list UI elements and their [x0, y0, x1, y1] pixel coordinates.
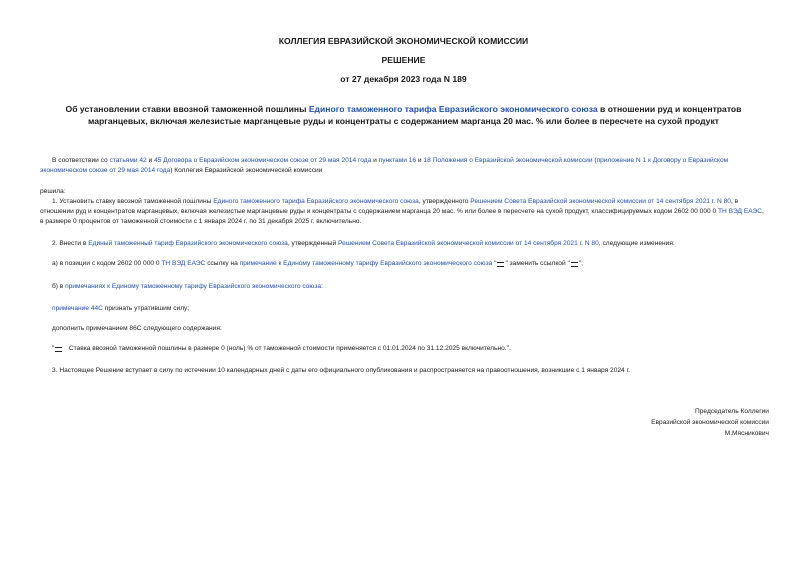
link-tn-ved[interactable]: ТН ВЭД ЕАЭС — [718, 208, 762, 215]
document-date-number: от 27 декабря 2023 года N 189 — [340, 74, 467, 84]
link-tariff-notes[interactable]: примечаниях к Единому таможенному тарифу Евразийского экономического союза — [65, 283, 322, 290]
item-1-text: 1. Установить ставку ввозной таможенной пошлины — [52, 198, 214, 205]
item-2-text: 2. Внести в — [52, 240, 89, 247]
link-points-16[interactable]: пунктами 16 — [378, 157, 417, 164]
document-type: РЕШЕНИЕ — [381, 55, 426, 65]
item-1-text: , в размере 0 процентов от таможенной стоимости с 1 января 2024 г. по 31 декабря 2025 г. включительно. — [40, 208, 764, 225]
link-tn-ved-2[interactable]: ТН ВЭД ЕАЭС — [161, 260, 206, 267]
note-44c-text: признать утратившим силу; — [102, 305, 190, 312]
preamble-text: В соответствии со — [52, 157, 110, 164]
link-article-42[interactable]: статьями 42 — [109, 157, 147, 164]
link-treaty[interactable]: 45 Договора о Евразийском экономическом союзе от 29 мая 2014 года — [154, 157, 372, 164]
signature-org: Евразийской экономической комиссии — [651, 419, 769, 426]
sub-a-text: а) в позиции с кодом 2602 00 000 0 — [52, 260, 162, 267]
link-annex-1[interactable]: приложение N 1 к Договору о Евразийском экономическом союзе от 29 мая 2014 года — [40, 157, 729, 174]
item-2-text: , следующие изменения: — [598, 240, 675, 247]
preamble-text: и — [146, 157, 155, 164]
link-eatt[interactable]: Единого таможенного тарифа Евразийского экономического союза — [213, 198, 419, 205]
link-eatt-2[interactable]: Единый таможенный тариф Евразийского экономического союза — [88, 240, 288, 247]
old-reference-mark-icon — [496, 261, 505, 266]
title-link-tariff[interactable]: Единого таможенного тарифа Евразийского экономического союза — [308, 104, 598, 114]
sub-a-text: " заменить ссылкой " — [505, 260, 570, 267]
sub-b-text: б) в — [52, 283, 66, 290]
sub-b-text: : — [321, 283, 323, 290]
item-1-paragraph — [40, 197, 767, 227]
preamble-text: ) Коллегия Евразийской экономической комиссии — [170, 167, 323, 174]
preamble-text: и — [371, 157, 379, 164]
preamble-text: ( — [592, 157, 597, 164]
preamble-text: и — [416, 157, 424, 164]
note-44c-line — [52, 304, 189, 314]
link-council-decision-80[interactable]: Решением Совета Евразийской экономической комиссии от 14 сентября 2021 г. N 80 — [470, 198, 731, 205]
note-86c-mark-icon — [54, 346, 63, 351]
supplement-line: дополнить примечанием 86С следующего содержания: — [52, 325, 222, 332]
note-86c-text: Ставка ввозной таможенной пошлины в размере 0 (ноль) % от таможенной стоимости применяется с 01.01.2024 по 31.12.2025 включительно.". — [68, 345, 511, 352]
item-1-text: , утвержденного — [418, 198, 471, 205]
item-1-text: , в отношении руд и концентратов марганцевых, включая железистые марганцевые руды и концентраты с содержанием марганца 20 мас. % или более в пересчете на сухой продукт, классифицируемых кодом 2602 00 000 0 — [40, 198, 739, 215]
link-note-44c[interactable]: примечание 44С — [52, 305, 103, 312]
link-council-decision-80-2[interactable]: Решением Совета Евразийской экономической комиссии от 14 сентября 2021 г. N 80 — [338, 240, 599, 247]
item-2-paragraph — [52, 239, 767, 249]
decided-label: решила: — [40, 188, 66, 195]
link-regulation[interactable]: 18 Положения о Евразийской экономической комиссии — [423, 157, 593, 164]
item-3-paragraph: 3. Настоящее Решение вступает в силу по истечении 10 календарных дней с даты его официального опубликования и распространяется на правоотношения, возникшие с 1 января 2024 г. — [52, 367, 630, 374]
item-2-text: , утвержденный — [287, 240, 339, 247]
title-text-rest: в отношении руд и концентратов марганцевых, включая железистые марганцевые руды и концентраты с содержанием марганца 20 мас. % или более в пересчете на сухой продукт — [88, 104, 742, 126]
link-tariff-note[interactable]: примечание к Единому таможенному тарифу Евразийского экономического союза — [239, 260, 493, 267]
signature-title: Председатель Коллегии — [695, 408, 769, 415]
org-name: КОЛЛЕГИЯ ЕВРАЗИЙСКОЙ ЭКОНОМИЧЕСКОЙ КОМИССИИ — [278, 36, 529, 46]
note-86c-line — [52, 344, 767, 354]
preamble-paragraph — [40, 156, 767, 176]
sub-a-text: " — [492, 260, 497, 267]
signature-name: М.Мясникович — [724, 430, 769, 437]
sub-a-text: ссылку на — [205, 260, 240, 267]
new-reference-mark-icon — [570, 261, 579, 266]
sub-item-a — [52, 259, 767, 269]
sub-a-text: "; — [578, 260, 584, 267]
note-86c-quote: " — [52, 345, 55, 352]
document-title — [40, 103, 767, 127]
sub-item-b — [52, 282, 767, 292]
title-text: Об установлении ставки ввозной таможенной пошлины — [65, 104, 309, 114]
